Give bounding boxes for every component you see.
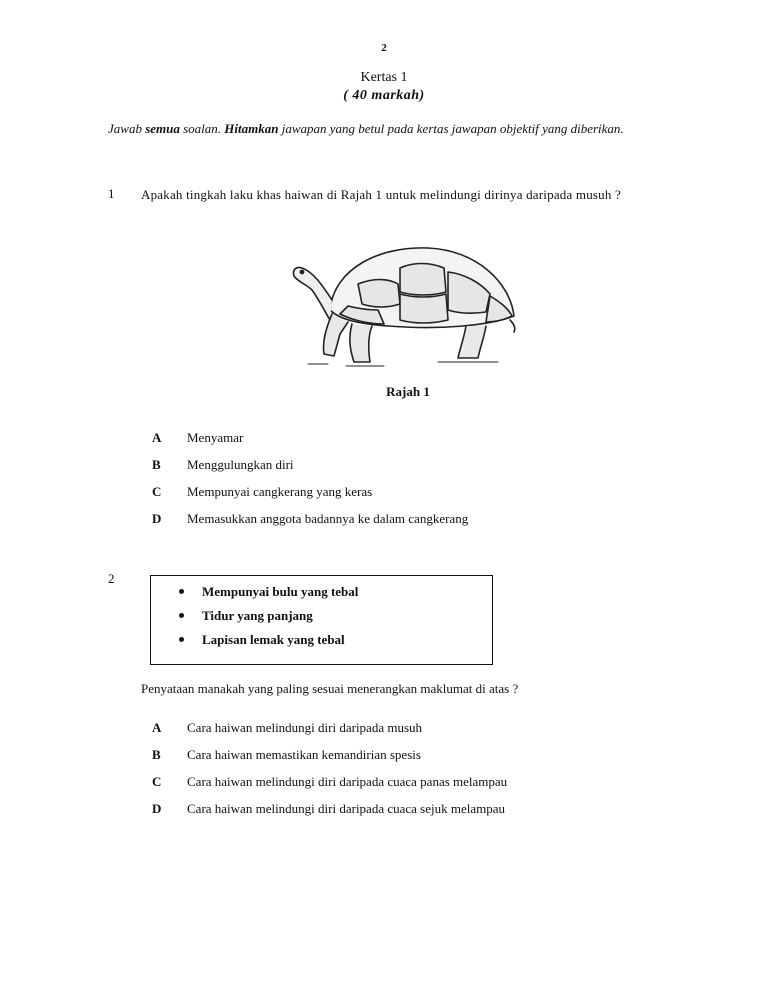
option-text: Menggulungkan diri: [187, 457, 294, 472]
option-text: Menyamar: [187, 430, 244, 445]
option-text: Cara haiwan memastikan kemandirian spesis: [187, 747, 421, 762]
question-1-text: Apakah tingkah laku khas haiwan di Rajah 1 untuk melindungi dirinya daripada musuh ?: [141, 187, 622, 202]
option-text: Cara haiwan melindungi diri daripada cuaca panas melampau: [187, 774, 508, 789]
instruction-text: jawapan yang betul pada kertas jawapan objektif yang diberikan.: [278, 121, 624, 136]
total-marks: ( 40 markah): [343, 88, 425, 103]
tortoise-head: [293, 267, 332, 320]
instructions: [108, 120, 668, 138]
option-text: Cara haiwan melindungi diri daripada cuaca sejuk melampau: [187, 801, 506, 816]
option-text: Cara haiwan melindungi diri daripada musuh: [187, 720, 423, 735]
instruction-text: Jawab: [108, 121, 146, 136]
instruction-emphasis-all: semua: [145, 121, 180, 136]
tortoise-front-leg-2: [350, 324, 372, 362]
instruction-text: soalan.: [179, 121, 225, 136]
info-box: Mempunyai bulu yang tebal Tidur yang panjang Lapisan lemak yang tebal: [150, 575, 493, 665]
bullet-icon: [179, 589, 184, 594]
question-2-text: Penyataan manakah yang paling sesuai menerangkan maklumat di atas ?: [141, 681, 519, 696]
option-text: Memasukkan anggota badannya ke dalam cangkerang: [187, 511, 469, 526]
option-letter: D: [152, 511, 162, 526]
tortoise-front-leg: [323, 314, 348, 356]
question-1-options: [152, 430, 712, 530]
tortoise-back-leg: [458, 326, 486, 358]
bullet-icon: [179, 637, 184, 642]
bullet-icon: [179, 613, 184, 618]
option-text: Mempunyai cangkerang yang keras: [187, 484, 373, 499]
question-2-options: [152, 720, 712, 820]
page-number: 2: [381, 42, 387, 54]
option-letter: D: [152, 801, 162, 816]
tortoise-illustration-icon: [288, 238, 518, 373]
option-letter: B: [152, 457, 161, 472]
figure-caption: Rajah 1: [386, 384, 430, 399]
instruction-emphasis-blacken: Hitamkan: [224, 121, 279, 136]
question-2-number: 2: [108, 571, 115, 586]
option-letter: C: [152, 774, 162, 789]
option-letter: C: [152, 484, 162, 499]
option-letter: A: [152, 430, 162, 445]
paper-title: Kertas 1: [360, 70, 408, 85]
option-letter: B: [152, 747, 161, 762]
question-1-number: 1: [108, 186, 115, 201]
option-letter: A: [152, 720, 162, 735]
